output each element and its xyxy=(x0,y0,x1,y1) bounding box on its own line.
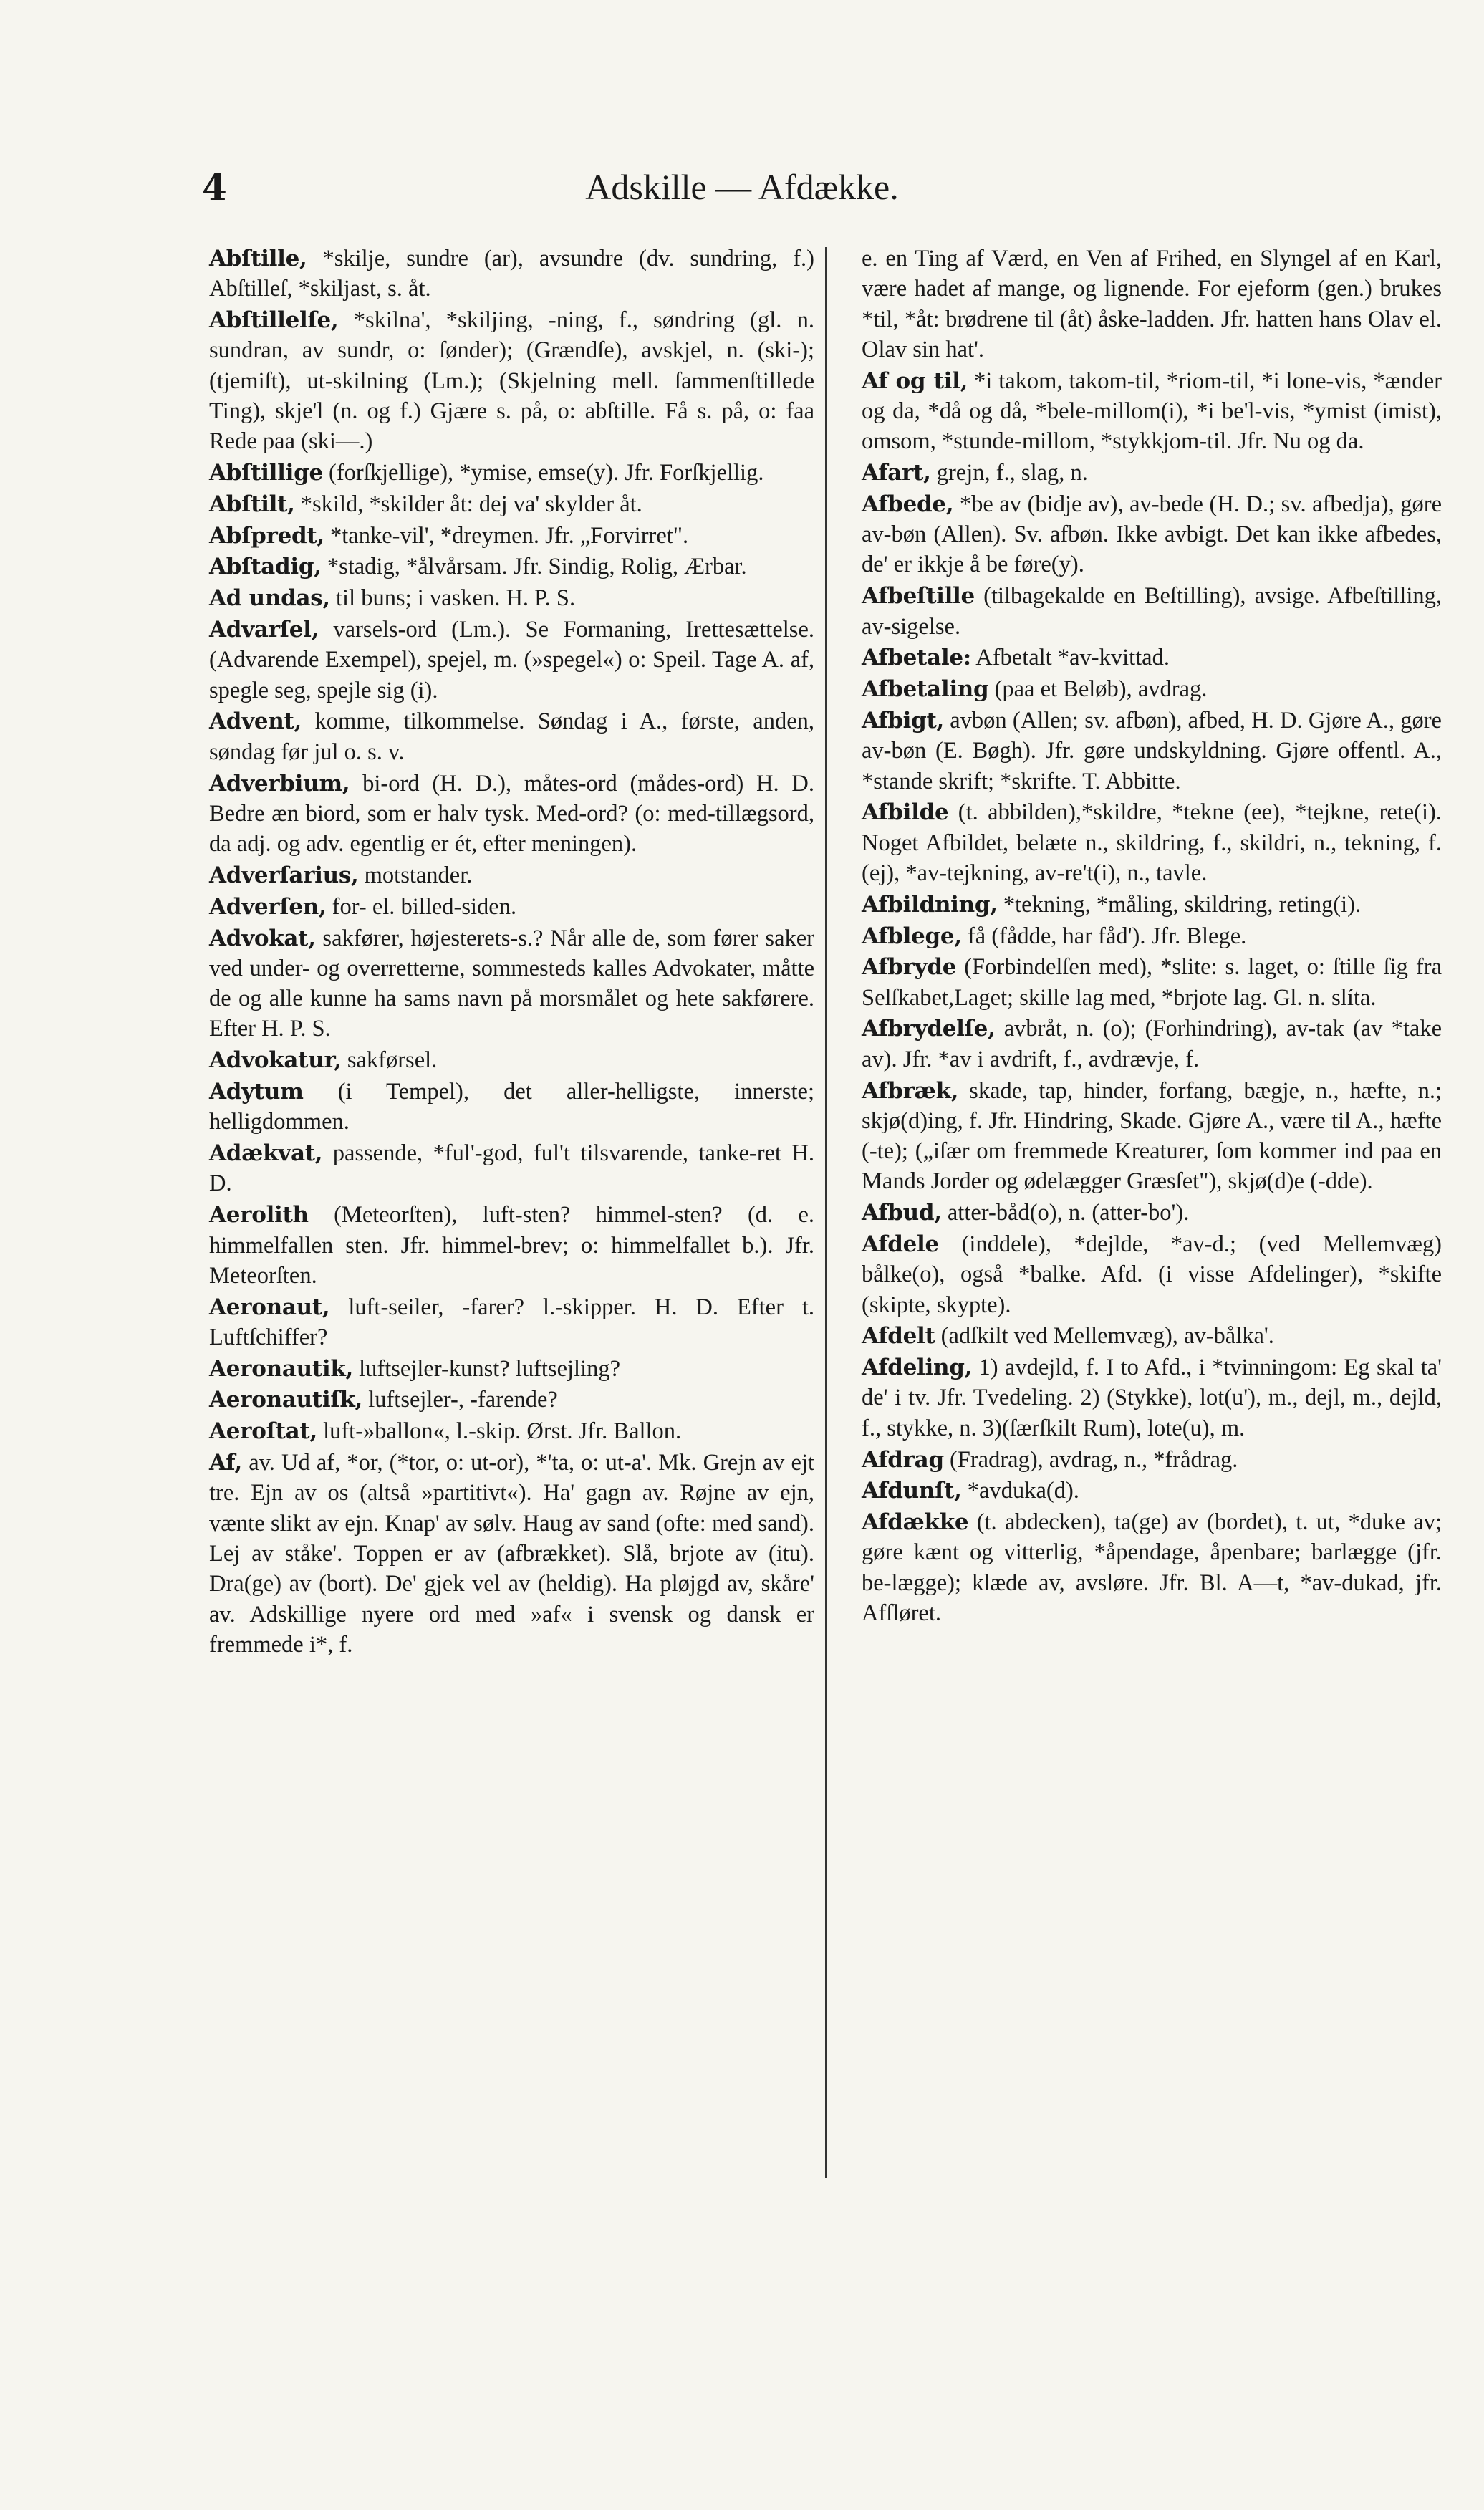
dictionary-entry xyxy=(209,1448,814,1660)
dictionary-entry xyxy=(862,1198,1442,1228)
entry-definition: motstander. xyxy=(364,862,473,888)
entry-headword: Aeronaut, xyxy=(209,1294,330,1320)
entry-definition: grejn, f., slag, n. xyxy=(936,460,1088,486)
entry-definition: luftsejler-, -farende? xyxy=(368,1387,558,1413)
entry-definition: *i takom, takom-til, *riom-til, *i lone-vis, *ænder og da, *då og då, *bele-millom(i), *i be'l-vis, *ymist (imist), omsom, *stunde-millom, *stykkjom-til. Jfr. Nu og da. xyxy=(862,367,1442,455)
entry-definition: *skild, *skilder åt: dej va' skylder åt. xyxy=(300,491,642,517)
entry-headword: Afart, xyxy=(862,460,931,486)
dictionary-entry xyxy=(862,1076,1442,1197)
dictionary-entry xyxy=(862,581,1442,642)
entry-headword: Afbrydelſe, xyxy=(862,1016,996,1042)
entry-definition: for- el. billed-siden. xyxy=(332,893,517,920)
dictionary-entry xyxy=(209,521,814,551)
entry-headword: Af og til, xyxy=(862,367,968,394)
entry-headword: Adytum xyxy=(209,1079,304,1105)
dictionary-entry xyxy=(209,1077,814,1138)
dictionary-entry xyxy=(862,458,1442,488)
entry-definition: avbråt, n. (o); (Forhindring), av-tak (av *take av). Jfr. *av i avdrift, f., avdrævje, f. xyxy=(862,1016,1442,1072)
entry-headword: Af, xyxy=(209,1450,243,1476)
entry-definition: skade, tap, hinder, forfang, bægje, n., hæfte, n.; skjø(d)ing, f. Jfr. Hindring, Skade. Gjøre A., være til A., hæfte (-te); („iſær om fremmede Kreaturer, ſom kommer ind paa en Mands Jorder og ødelægger Græsſet"), skjø(d)e (-dde). xyxy=(862,1077,1442,1195)
entry-definition: (Forbindelſen med), *slite: s. laget, o: ſtille ſig fra Selſkabet,Laget; skille lag med, *brjote lag. Gl. n. slíta. xyxy=(862,954,1442,1011)
entry-definition: 1) avdejld, f. I to Afd., i *tvinningom: Eg skal ta' de' i tv. Jfr. Tvedeling. 2) (Stykke), lot(u'), m., dejl, m., dejld, f., stykke, n. 3)(ſærſkilt Rum), lote(u), m. xyxy=(862,1355,1442,1441)
entry-headword: Aeroſtat, xyxy=(209,1418,317,1445)
dictionary-entry xyxy=(862,1445,1442,1475)
dictionary-entry xyxy=(862,1476,1442,1506)
entry-headword: Ad undas, xyxy=(209,585,330,612)
entry-headword: Afdunſt, xyxy=(862,1478,962,1504)
running-head: Adskille — Afdække. xyxy=(585,167,899,207)
entry-headword: Abſtillelſe, xyxy=(209,307,339,334)
entry-definition: luft-seiler, -farer? l.-skipper. H. D. Efter t. Luftſchiffer? xyxy=(209,1294,814,1350)
entry-headword: Afbeſtille xyxy=(862,583,975,610)
dictionary-entry xyxy=(209,1292,814,1353)
entry-headword: Afbede, xyxy=(862,491,954,517)
entry-headword: Afbildning, xyxy=(862,891,998,918)
dictionary-entry xyxy=(209,1045,814,1075)
page-header xyxy=(0,166,1484,223)
entry-definition: *tekning, *måling, skildring, reting(i). xyxy=(1003,891,1362,918)
entry-headword: Afbryde xyxy=(862,954,957,981)
entry-definition: sakførsel. xyxy=(347,1047,438,1074)
dictionary-entry xyxy=(209,1416,814,1446)
entry-definition: få (fådde, har fåd'). Jfr. Blege. xyxy=(967,923,1247,949)
entry-definition: luft-»ballon«, l.-skip. Ørst. Jfr. Ballon. xyxy=(323,1418,682,1445)
entry-definition: luftsejler-kunst? luftsejling? xyxy=(359,1355,621,1382)
entry-headword: Abſpredt, xyxy=(209,522,324,549)
dictionary-entry xyxy=(862,921,1442,951)
entry-definition: atter-båd(o), n. (atter-bo'). xyxy=(947,1200,1190,1226)
entry-definition: (paa et Beløb), avdrag. xyxy=(994,676,1208,703)
entry-headword: Advokatur, xyxy=(209,1047,342,1074)
entry-definition: (i Tempel), det aller-helligste, innerste; helligdommen. xyxy=(209,1079,815,1135)
dictionary-entry xyxy=(862,1507,1442,1628)
page-number: 4 xyxy=(202,166,227,208)
dictionary-entry xyxy=(862,797,1442,888)
entry-headword: Afblege, xyxy=(862,923,962,949)
dictionary-entry xyxy=(862,952,1442,1013)
entry-headword: Abſtillige xyxy=(209,460,323,486)
dictionary-entry xyxy=(862,1229,1442,1320)
dictionary-entry xyxy=(209,706,814,767)
dictionary-entry xyxy=(209,769,814,860)
entry-definition: sakfører, højesterets-s.? Når alle de, som fører saker ved under- og overretterne, sommesteds kalles Advokater, måtte de og alle kunne ha sams navn på morsmålet og hete sakførere. Efter H. P. S. xyxy=(209,925,814,1042)
entry-headword: Afbræk, xyxy=(862,1077,959,1104)
entry-definition: avbøn (Allen; sv. afbøn), afbed, H. D. Gjøre A., gøre av-bøn (E. Bøgh). Jfr. gøre undskyldning. Gjøre offentl. A., *stande skrift; *skrifte. T. Abbitte. xyxy=(862,707,1442,794)
dictionary-entry xyxy=(209,1354,814,1384)
entry-definition: (Meteorſten), luft-sten? himmel-sten? (d. e. himmelfallen sten. Jfr. himmel-brev; o: himmelfallet b.). Jfr. Meteorſten. xyxy=(209,1202,814,1289)
column-divider xyxy=(825,247,827,2178)
entry-headword: Afdelt xyxy=(862,1323,935,1350)
right-column xyxy=(862,244,1442,1630)
dictionary-entry xyxy=(862,706,1442,797)
entry-definition: (inddele), *dejlde, *av-d.; (ved Mellemvæg) bålke(o), også *balke. Afd. (i visse Afdelinger), *skifte (skipte, skypte). xyxy=(862,1231,1442,1318)
dictionary-entry xyxy=(862,489,1442,580)
entry-headword: Afdække xyxy=(862,1509,969,1536)
entry-headword: Advokat, xyxy=(209,925,316,951)
entry-headword: Abſtille, xyxy=(209,246,307,271)
entry-definition: (Fradrag), avdrag, n., *frådrag. xyxy=(949,1446,1238,1473)
dictionary-entry xyxy=(209,1138,814,1199)
dictionary-entry xyxy=(862,366,1442,457)
entry-headword: Afdeling, xyxy=(862,1355,973,1381)
entry-definition: *skilna', *skiljing, -ning, f., søndring (gl. n. sundran, av sundr, o: ſønder); (Grændſe), avskjel, n. (ski-); (tjemiſt), ut-skilning (Lm.); (Skjelning mell. ſammenſtillede Ting), skje'l (n. og f.) Gjære s. på, o: abſtille. Få s. på, o: faa Rede paa (ski—.) xyxy=(209,307,815,455)
dictionary-entry xyxy=(862,890,1442,920)
entry-definition: *tanke-vil', *dreymen. Jfr. „Forvirret". xyxy=(330,522,689,549)
dictionary-entry xyxy=(209,1200,814,1291)
entry-definition: til buns; i vasken. H. P. S. xyxy=(336,585,576,612)
entry-definition: komme, tilkommelse. Søndag i A., første, anden, søndag før jul o. s. v. xyxy=(209,708,814,765)
dictionary-entry xyxy=(862,643,1442,673)
dictionary-entry xyxy=(209,615,814,706)
dictionary-entry xyxy=(209,489,814,519)
entry-definition: av. Ud af, *or, (*tor, o: ut-or), *'ta, o: ut-a'. Mk. Grejn av ejt tre. Ejn av os (altså »partitivt«). Ha' gagn av. Røjne av ejn, vænte slikt av ejn. Knap' av sølv. Haug av sand (ofte: med sand). Lej av ståke'. Toppen er av (afbrækket). Slå, brjote av (itu). Dra(ge) av (bort). De' gjek vel av (heldig). Ha pløjgd av, skåre' av. Adskillige nyere ord med »af« i svensk og dansk er fremmede i*, f. xyxy=(209,1450,815,1658)
entry-definition: (t. abbilden),*skildre, *tekne (ee), *tejkne, rete(i). Noget Afbildet, belæte n., skildring, f., skildri, n., tekning, f. (ej), *av-tejkning, av-re't(i), n., tavle. xyxy=(862,799,1442,886)
entry-headword: Afdele xyxy=(862,1231,939,1257)
entry-headword: Adverbium, xyxy=(209,770,350,797)
entry-definition: bi-ord (H. D.), måtes-ord (mådes-ord) H. D. Bedre æn biord, som er halv tysk. Med-ord? (o: med-tillægsord, da adj. og adv. egentlig er ét, efter meningen). xyxy=(209,770,814,857)
entry-headword: Afbetale: xyxy=(862,645,971,671)
dictionary-entry xyxy=(862,1014,1442,1074)
entry-headword: Adverſen, xyxy=(209,893,327,920)
entry-headword: Advent, xyxy=(209,708,302,735)
entry-definition: varsels-ord (Lm.). Se Formaning, Irettesættelse. (Advarende Exempel), spejel, m. (»spegel«) o: Speil. Tage A. af, spegle seg, spejle sig (i). xyxy=(209,617,814,703)
entry-definition: *be av (bidje av), av-bede (H. D.; sv. afbedja), gøre av-bøn (Allen). Sv. afbøn. Ikke avbigt. Det kan ikke afbedes, de' er ikkje å be føre(y). xyxy=(862,491,1442,578)
dictionary-entry xyxy=(209,1385,814,1415)
entry-definition: *skilje, sundre (ar), avsundre (dv. sundring, f.) Abſtilleſ, *skiljast, s. åt. xyxy=(209,246,814,302)
dictionary-entry xyxy=(209,244,814,304)
dictionary-entry xyxy=(209,892,814,922)
dictionary-entry xyxy=(209,552,814,582)
dictionary-entry xyxy=(209,458,814,488)
entry-headword: Abſtadig, xyxy=(209,554,322,580)
entry-headword: Aerolith xyxy=(209,1202,309,1228)
dictionary-entry xyxy=(862,244,1442,365)
entry-headword: Aeronautiſk, xyxy=(209,1387,363,1413)
entry-headword: Afdrag xyxy=(862,1446,944,1473)
entry-headword: Adverſarius, xyxy=(209,862,359,888)
dictionary-entry xyxy=(209,305,814,456)
dictionary-entry xyxy=(209,583,814,613)
entry-definition: (t. abdecken), ta(ge) av (bordet), t. ut, *duke av; gøre kænt og vitterlig, *åpendage, åpenbare; barlægge (jfr. be-lægge); klæde av, avsløre. Jfr. Bl. A—t, *av-dukad, jfr. Afſløret. xyxy=(862,1509,1442,1627)
entry-definition: *stadig, *ålvårsam. Jfr. Sindig, Rolig, Ærbar. xyxy=(327,554,747,580)
entry-headword: Abſtilt, xyxy=(209,491,295,517)
entry-headword: Advarſel, xyxy=(209,617,319,643)
entry-headword: Afbilde xyxy=(862,799,949,826)
entry-definition: passende, *ful'-god, ful't tilsvarende, tanke-ret H. D. xyxy=(209,1140,814,1197)
entry-definition: (adſkilt ved Mellemvæg), av-bålka'. xyxy=(940,1323,1274,1350)
dictionary-entry xyxy=(209,923,814,1044)
entry-definition: Afbetalt *av-kvittad. xyxy=(975,645,1170,671)
entry-headword: Afbetaling xyxy=(862,676,989,703)
entry-definition: e. en Ting af Værd, en Ven af Frihed, en Slyngel af en Karl, være hadet af mange, og lignende. For ejeform (gen.) brukes *til, *åt: brødrene til (åt) åske-ladden. Jfr. hatten hans Olav el. Olav sin hat'. xyxy=(862,246,1442,362)
left-column xyxy=(209,244,814,1661)
entry-definition: *avduka(d). xyxy=(967,1478,1079,1504)
entry-definition: (forſkjellige), *ymise, emse(y). Jfr. Forſkjellig. xyxy=(329,460,764,486)
entry-headword: Adækvat, xyxy=(209,1140,323,1167)
dictionary-entry xyxy=(862,1321,1442,1351)
entry-headword: Aeronautik, xyxy=(209,1355,354,1382)
entry-definition: (tilbagekalde en Beſtilling), avsige. Afbeſtilling, av-sigelse. xyxy=(862,583,1442,640)
entry-headword: Afbud, xyxy=(862,1200,942,1226)
entry-headword: Afbigt, xyxy=(862,707,944,734)
dictionary-entry xyxy=(862,1352,1442,1443)
dictionary-entry xyxy=(862,674,1442,704)
dictionary-entry xyxy=(209,860,814,890)
